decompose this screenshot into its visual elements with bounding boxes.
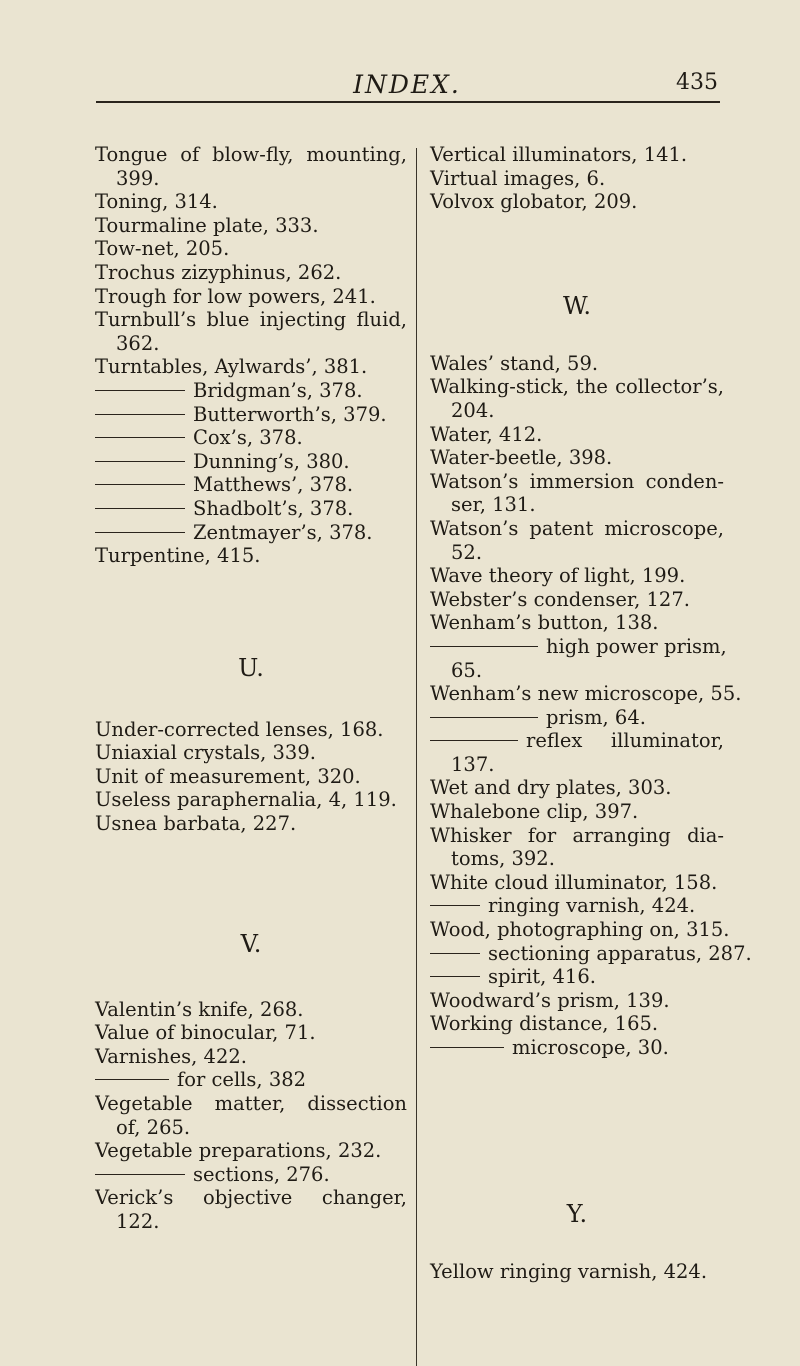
index-entry: Wenham’s button, 138. [430,611,659,635]
index-entry: Verick’s objective changer, [95,1186,407,1210]
index-entry-continuation: 399. [116,166,160,190]
column-divider [416,148,417,1366]
ditto-dash [95,508,185,509]
index-entry-continuation: 204. [451,398,495,422]
ditto-dash [430,953,480,954]
ditto-dash [95,1174,185,1175]
index-entry: Watson’s immersion conden- [430,469,724,493]
page-number: 435 [676,70,718,95]
index-entry: Vegetable preparations, 232. [95,1139,382,1163]
index-entry-continuation: 122. [116,1210,160,1233]
index-subentry: Cox’s, 378. [95,426,407,450]
index-subentry: Butterworth’s, 379. [95,403,407,427]
index-entry: Turntables, Aylwards’, 381. [95,355,368,379]
index-entry: Wales’ stand, 59. [430,351,599,375]
index-subentry: microscope, 30. [430,1036,724,1060]
ditto-dash [95,461,185,462]
index-entry: Usnea barbata, 227. [95,812,297,836]
index-entry: Water, 412. [430,422,543,446]
section-letter-v: V. [240,929,262,958]
index-entry: Vertical illuminators, 141. [430,143,688,166]
index-entry: Toning, 314. [95,190,218,214]
section-letter-w: W. [562,291,592,320]
left-column [95,143,407,1234]
index-entry-continuation: 137. [451,752,495,776]
index-subentry: ringing varnish, 424. [430,894,724,918]
index-subentry: sectioning apparatus, 287. [430,942,724,966]
index-subentry: Shadbolt’s, 378. [95,497,407,521]
index-subentry: high power prism, [430,635,724,659]
index-entry: Webster’s condenser, 127. [430,587,690,611]
index-entry: Tourmaline plate, 333. [95,213,319,237]
section-letter-y: Y. [566,1199,588,1228]
index-entry: Turpentine, 415. [95,544,261,568]
ditto-dash [95,1079,169,1080]
index-subentry: Matthews’, 378. [95,473,407,497]
index-entry: Turnbull’s blue injecting fluid, [95,308,407,332]
index-entry: Wave theory of light, 199. [430,564,686,588]
ditto-dash [430,717,538,718]
index-subentry: prism, 64. [430,706,724,730]
index-entry: Watson’s patent microscope, [430,516,724,540]
index-entry: Woodward’s prism, 139. [430,988,670,1012]
ditto-dash [95,437,185,438]
index-entry: Trochus zizyphinus, 262. [95,260,342,284]
index-entry: Under-corrected lenses, 168. [95,717,384,741]
index-entry: Wet and dry plates, 303. [430,776,672,800]
index-entry: Value of binocular, 71. [95,1021,316,1045]
index-subentry: Zentmayer’s, 378. [95,521,407,545]
page-header [96,62,718,106]
index-subentry: Bridgman’s, 378. [95,379,407,403]
index-entry: Wenham’s new microscope, 55. [430,682,742,706]
index-entry: Valentin’s knife, 268. [95,997,304,1021]
index-entry-continuation: ser, 131. [451,493,536,517]
index-entry: Uniaxial crystals, 339. [95,741,316,765]
ditto-dash [430,646,538,647]
index-entry: Tow-net, 205. [95,237,230,261]
index-entry: Trough for low powers, 241. [95,284,376,308]
index-entry: Volvox globator, 209. [430,190,638,214]
index-entry: Tongue of blow-fly, mounting, [95,143,407,166]
index-entry-continuation: toms, 392. [451,847,555,871]
index-entry: Wood, photographing on, 315. [430,918,730,942]
index-entry: Unit of measurement, 320. [95,764,361,788]
index-entry-continuation: 65. [451,658,483,682]
index-subentry: for cells, 382 [95,1068,407,1092]
ditto-dash [95,532,185,533]
index-entry-continuation: 52. [451,540,483,564]
ditto-dash [95,414,185,415]
section-letter-u: U. [238,653,264,682]
index-subentry: Dunning’s, 380. [95,450,407,474]
index-entry: Walking-stick, the collector’s, [430,375,724,399]
index-entry: White cloud illuminator, 158. [430,870,718,894]
index-entry: Varnishes, 422. [95,1044,247,1068]
index-entry-continuation: of, 265. [116,1115,191,1139]
ditto-dash [95,390,185,391]
index-subentry: sections, 276. [95,1163,407,1187]
index-entry: Useless paraphernalia, 4, 119. [95,788,397,812]
index-entry: Yellow ringing varnish, 424. [430,1259,708,1283]
index-entry: Water-beetle, 398. [430,446,613,470]
ditto-dash [430,976,480,977]
right-column [430,143,752,1283]
index-entry: Working distance, 165. [430,1012,659,1036]
ditto-dash [95,484,185,485]
index-entry: Vegetable matter, dissection [95,1092,407,1116]
header-rule [96,101,720,103]
index-subentry: spirit, 416. [430,965,724,989]
running-title: INDEX. [353,70,461,99]
ditto-dash [430,740,518,741]
index-subentry: reflex illuminator, [430,729,724,753]
ditto-dash [430,1047,504,1048]
ditto-dash [430,905,480,906]
index-entry-continuation: 362. [116,331,160,355]
index-entry: Whisker for arranging dia- [430,823,724,847]
index-entry: Whalebone clip, 397. [430,800,639,824]
index-entry: Virtual images, 6. [430,166,606,190]
